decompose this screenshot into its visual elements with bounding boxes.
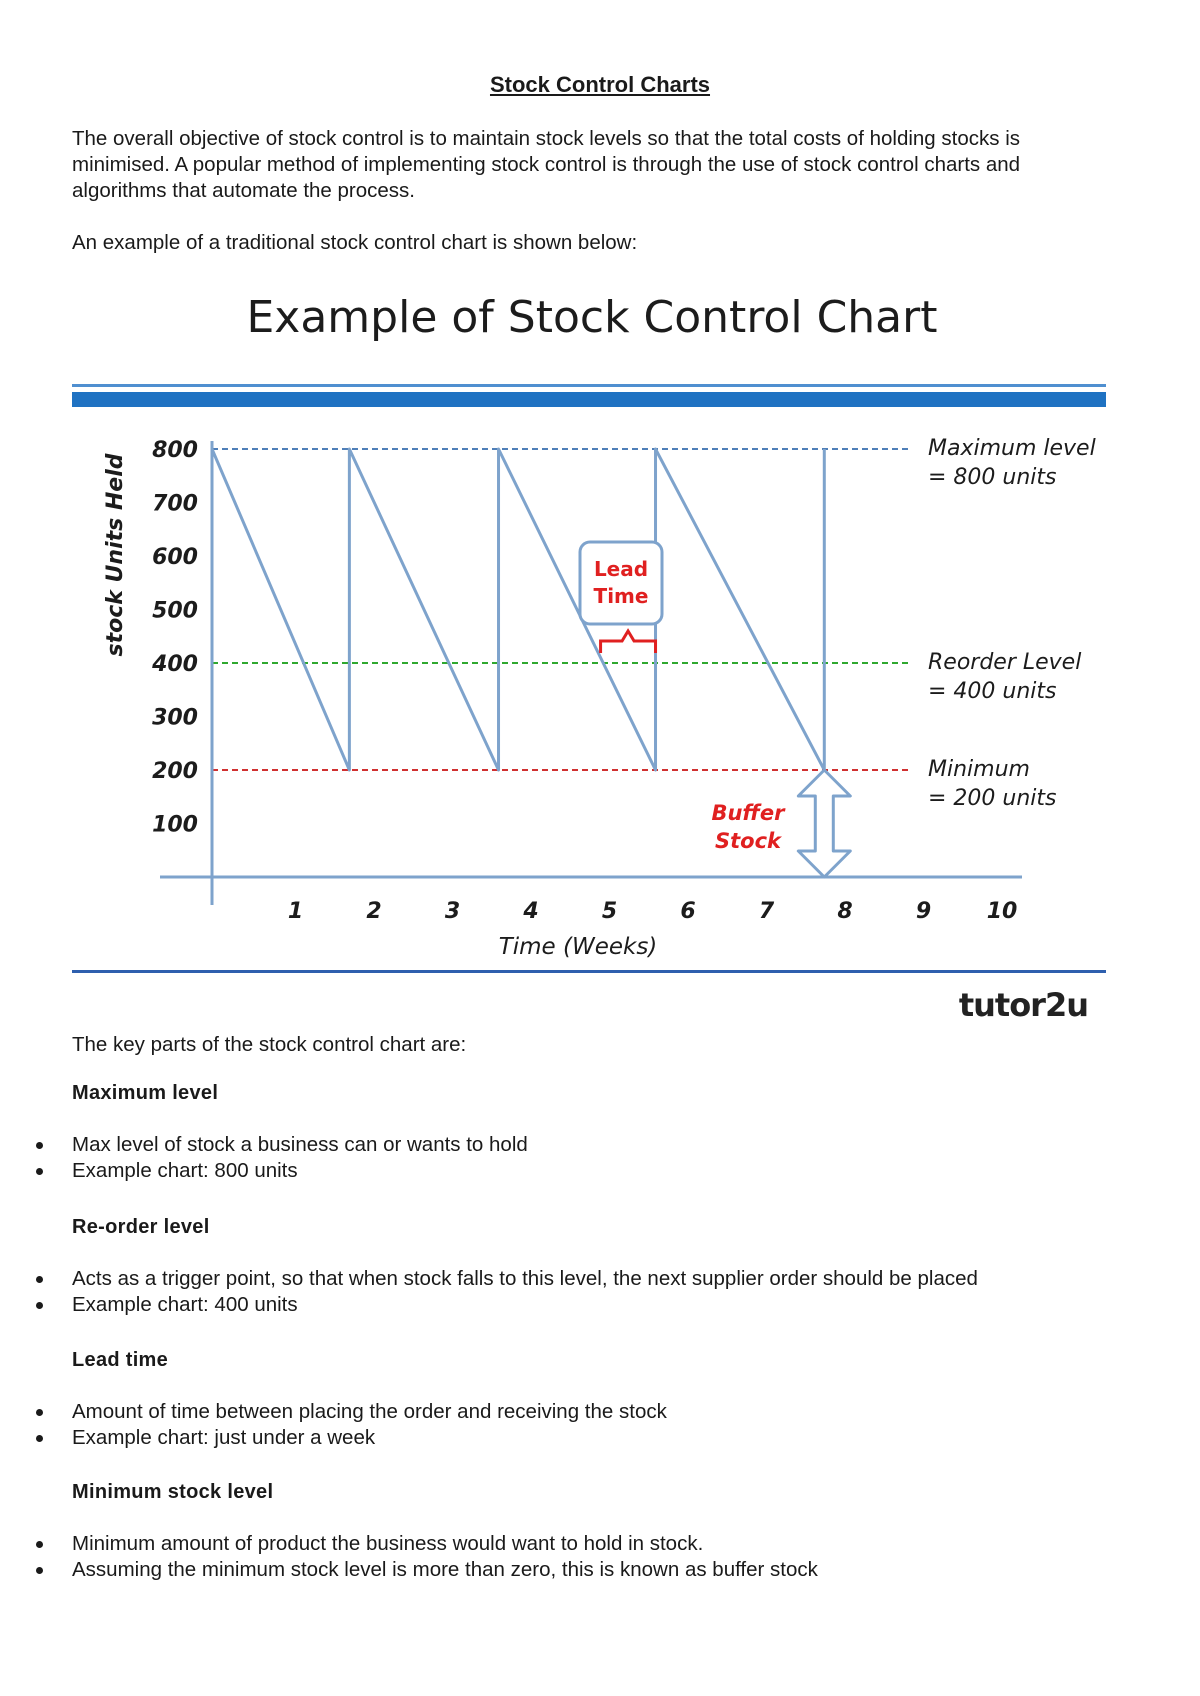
y-tick-label: 700	[152, 491, 198, 517]
y-tick-label: 800	[152, 438, 198, 463]
x-tick-label: 3	[444, 899, 461, 924]
bullet-icon	[36, 1276, 43, 1283]
chart-top-rule-thin	[72, 384, 1106, 387]
buffer-stock-label: Stock	[714, 829, 782, 853]
minimum-stock-level-list	[0, 1531, 1150, 1583]
x-tick-label: 6	[680, 899, 696, 924]
list-item: Acts as a trigger point, so that when stock falls to this level, the next supplier order should be placed	[0, 1266, 1150, 1292]
list-item: Example chart: 400 units	[0, 1292, 1150, 1318]
maximum-level-list	[0, 1132, 1150, 1184]
reference-line-label: Minimum	[928, 757, 1030, 782]
x-tick-label: 9	[915, 899, 932, 924]
x-tick-label: 8	[837, 899, 853, 924]
bullet-icon	[36, 1409, 43, 1416]
bullet-icon	[36, 1567, 43, 1574]
reference-line-value: = 200 units	[928, 786, 1057, 811]
x-tick-label: 7	[758, 899, 775, 924]
heading-minimum-stock-level: Minimum stock level	[72, 1481, 274, 1503]
list-item: Example chart: just under a week	[0, 1425, 1150, 1451]
list-item: Amount of time between placing the order and receiving the stock	[0, 1399, 1150, 1425]
heading-maximum-level: Maximum level	[72, 1082, 219, 1104]
lead-time-callout-box	[580, 542, 662, 624]
brand-logo-text: tutor2u	[958, 986, 1088, 1024]
bullet-icon	[36, 1435, 43, 1442]
key-parts-lead: The key parts of the stock control chart are:	[72, 1033, 467, 1056]
heading-lead-time: Lead time	[72, 1349, 169, 1371]
x-tick-label: 1	[287, 899, 304, 924]
lead-time-list	[0, 1399, 1150, 1451]
lead-time-bracket	[601, 631, 656, 653]
reference-line-value: = 800 units	[928, 465, 1057, 490]
y-tick-label: 100	[152, 812, 198, 838]
x-axis-label: Time (Weeks)	[498, 934, 658, 960]
stock-control-chart	[0, 270, 1200, 1030]
heading-reorder-level: Re-order level	[72, 1216, 210, 1238]
stock-level-line	[212, 449, 824, 770]
y-tick-label: 200	[152, 759, 198, 784]
list-item: Assuming the minimum stock level is more than zero, this is known as buffer stock	[0, 1557, 1150, 1583]
list-item: Example chart: 800 units	[0, 1158, 1150, 1184]
reference-line-label: Reorder Level	[928, 650, 1082, 675]
reference-line-value: = 400 units	[928, 679, 1057, 704]
y-tick-label: 300	[152, 705, 198, 731]
chart-bottom-rule	[72, 970, 1106, 973]
list-item: Max level of stock a business can or wants to hold	[0, 1132, 1150, 1158]
list-item: Minimum amount of product the business would want to hold in stock.	[0, 1531, 1150, 1557]
y-tick-label: 600	[152, 545, 198, 570]
chart-title: Example of Stock Control Chart	[246, 292, 938, 343]
lead-time-label: Lead	[593, 557, 649, 581]
buffer-stock-label: Buffer	[711, 801, 785, 825]
y-tick-label: 500	[152, 598, 198, 624]
x-tick-label: 4	[523, 899, 539, 924]
x-tick-label: 5	[601, 899, 618, 924]
bullet-icon	[36, 1302, 43, 1309]
x-tick-label: 2	[366, 899, 382, 924]
example-lead-paragraph: An example of a traditional stock control chart is shown below:	[72, 231, 638, 254]
document-title: Stock Control Charts	[489, 72, 711, 97]
bullet-icon	[36, 1142, 43, 1149]
lead-time-label: Time	[593, 584, 649, 608]
bullet-icon	[36, 1168, 43, 1175]
reorder-level-list	[0, 1266, 1150, 1318]
chart-top-rule-thick	[72, 392, 1106, 407]
reference-line-label: Maximum level	[928, 436, 1096, 461]
bullet-icon	[36, 1541, 43, 1548]
intro-paragraph: The overall objective of stock control is to maintain stock levels so that the total costs of holding stocks is minimised. A popular method of implementing stock control is through the use of stock control charts and algorithms that automate the process.	[72, 127, 1021, 202]
y-tick-label: 400	[152, 652, 198, 677]
buffer-stock-arrow-icon	[798, 770, 850, 877]
x-tick-label: 10	[986, 899, 1018, 924]
y-axis-label: stock Units Held	[103, 453, 128, 657]
